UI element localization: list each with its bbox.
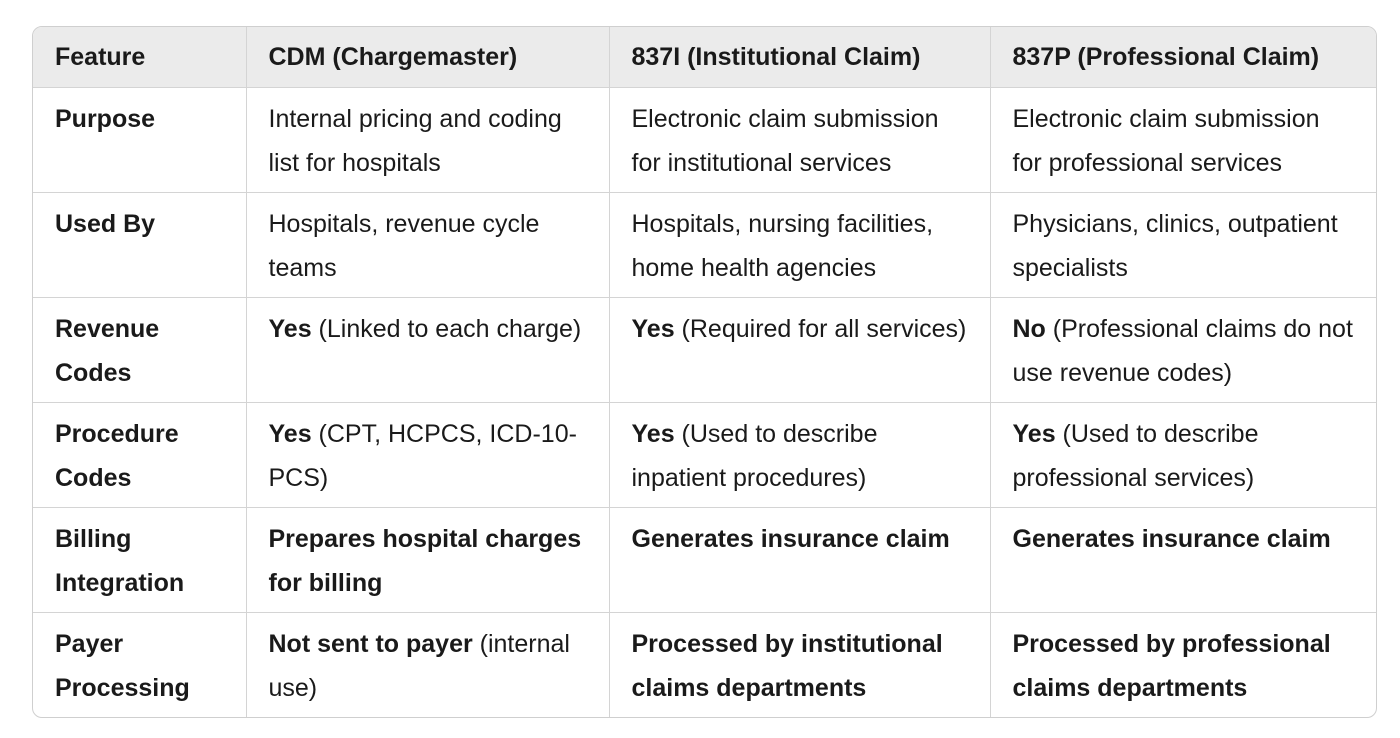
cell-bold-text: Yes (268, 315, 312, 343)
header-837p: 837P (Professional Claim) (990, 27, 1376, 88)
table-row (33, 88, 1376, 193)
cell-text: Internal pricing and coding list for hospitals (268, 105, 562, 177)
cell-bold-text: No (1012, 315, 1046, 343)
837i-cell (609, 508, 990, 613)
cell-text: Hospitals, nursing facilities, home health agencies (631, 210, 934, 282)
837p-cell (990, 403, 1376, 508)
cell-text: (CPT, HCPCS, ICD-10-PCS) (268, 420, 577, 492)
table-row (33, 298, 1376, 403)
cdm-cell (246, 88, 609, 193)
feature-cell: Revenue Codes (33, 298, 246, 403)
cell-text: Physicians, clinics, outpatient specialists (1012, 210, 1338, 282)
header-cdm: CDM (Chargemaster) (246, 27, 609, 88)
cell-bold-text: Yes (631, 420, 675, 448)
cell-text: (Linked to each charge) (311, 315, 582, 343)
cell-bold-text: Generates insurance claim (631, 525, 950, 553)
cdm-cell (246, 508, 609, 613)
837i-cell (609, 88, 990, 193)
837p-cell (990, 613, 1376, 718)
cell-bold-text: Generates insurance claim (1012, 525, 1331, 553)
837p-cell (990, 298, 1376, 403)
cdm-cell (246, 193, 609, 298)
cell-text: Hospitals, revenue cycle teams (268, 210, 540, 282)
feature-cell: Used By (33, 193, 246, 298)
feature-cell: Payer Processing (33, 613, 246, 718)
header-feature: Feature (33, 27, 246, 88)
cell-text: (Professional claims do not use revenue codes) (1012, 315, 1353, 387)
table-row (33, 508, 1376, 613)
feature-cell: Billing Integration (33, 508, 246, 613)
comparison-table-container (32, 26, 1377, 718)
cdm-cell (246, 403, 609, 508)
table-row (33, 193, 1376, 298)
837i-cell (609, 298, 990, 403)
837i-cell (609, 193, 990, 298)
table-header-row (33, 27, 1376, 88)
837p-cell (990, 193, 1376, 298)
cdm-cell (246, 613, 609, 718)
cell-text: (internal use) (268, 630, 570, 702)
837p-cell (990, 508, 1376, 613)
cell-bold-text: Processed by professional claims departments (1012, 630, 1331, 702)
cell-text: Electronic claim submission for professional services (1012, 105, 1320, 177)
cell-text: Electronic claim submission for institutional services (631, 105, 939, 177)
comparison-table (33, 27, 1376, 717)
837i-cell (609, 403, 990, 508)
table-row (33, 403, 1376, 508)
cell-bold-text: Not sent to payer (268, 630, 473, 658)
cell-bold-text: Prepares hospital charges for billing (268, 525, 582, 597)
cell-bold-text: Yes (1012, 420, 1056, 448)
cell-text: (Used to describe professional services) (1012, 420, 1259, 492)
cell-text: (Required for all services) (674, 315, 967, 343)
feature-cell: Procedure Codes (33, 403, 246, 508)
feature-cell: Purpose (33, 88, 246, 193)
837i-cell (609, 613, 990, 718)
cell-bold-text: Yes (268, 420, 312, 448)
table-row (33, 613, 1376, 718)
cell-bold-text: Yes (631, 315, 675, 343)
cdm-cell (246, 298, 609, 403)
837p-cell (990, 88, 1376, 193)
cell-bold-text: Processed by institutional claims departments (631, 630, 943, 702)
cell-text: (Used to describe inpatient procedures) (631, 420, 878, 492)
header-837i: 837I (Institutional Claim) (609, 27, 990, 88)
